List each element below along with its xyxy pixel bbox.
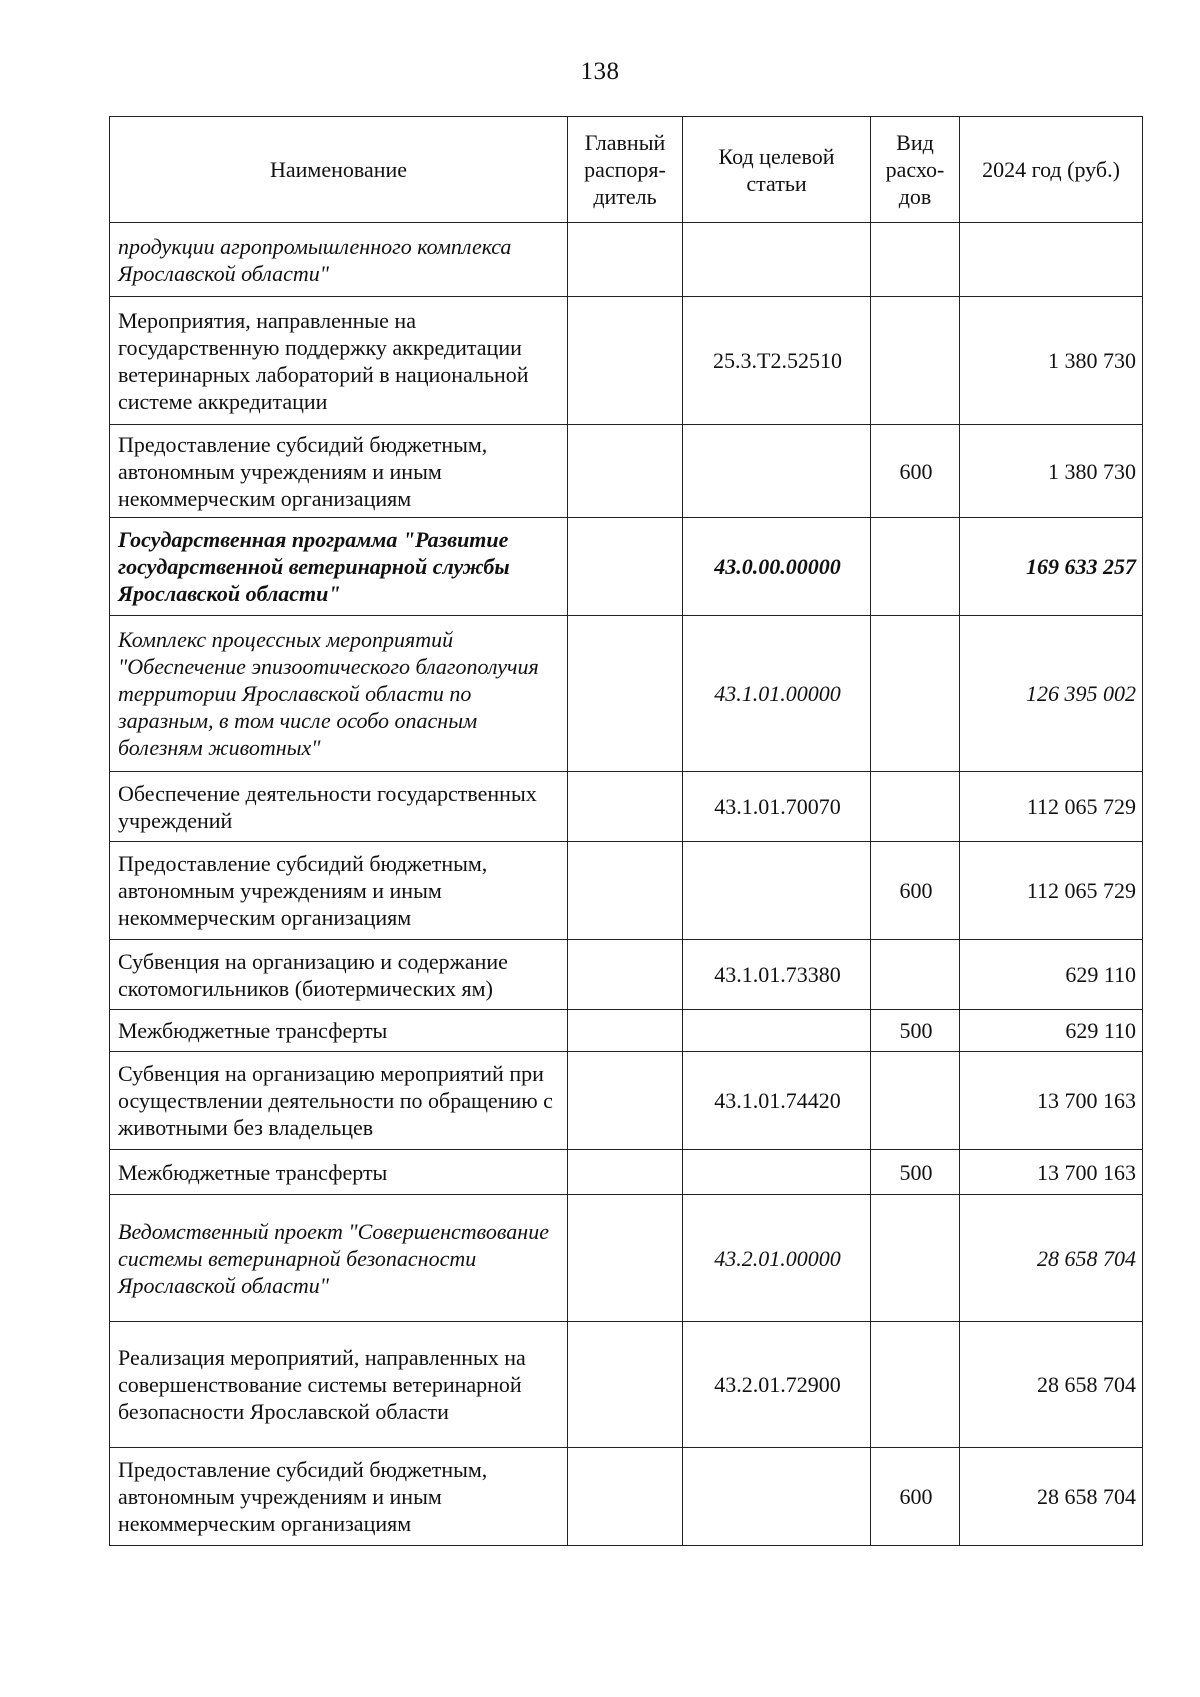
cell-main-manager bbox=[568, 425, 683, 518]
cell-main-manager bbox=[568, 1448, 683, 1546]
header-sum-2024: 2024 год (руб.) bbox=[960, 117, 1143, 223]
cell-target-code: 43.2.01.00000 bbox=[683, 1195, 871, 1322]
cell-main-manager bbox=[568, 616, 683, 772]
cell-expense-kind: 600 bbox=[871, 842, 960, 940]
cell-name: Комплекс процессных мероприятий "Обеспечение эпизоотического благополучия территории Ярославской области по заразным, в том числе особо опасным болезням животных" bbox=[110, 616, 568, 772]
cell-expense-kind bbox=[871, 223, 960, 297]
table-row bbox=[110, 223, 1143, 297]
cell-sum-2024: 13 700 163 bbox=[960, 1052, 1143, 1150]
cell-expense-kind bbox=[871, 772, 960, 842]
cell-target-code: 43.1.01.00000 bbox=[683, 616, 871, 772]
cell-expense-kind bbox=[871, 518, 960, 616]
cell-name: Межбюджетные трансферты bbox=[110, 1010, 568, 1052]
cell-sum-2024: 112 065 729 bbox=[960, 842, 1143, 940]
cell-main-manager bbox=[568, 772, 683, 842]
cell-sum-2024: 126 395 002 bbox=[960, 616, 1143, 772]
cell-target-code bbox=[683, 1150, 871, 1195]
cell-target-code bbox=[683, 842, 871, 940]
cell-target-code bbox=[683, 223, 871, 297]
cell-target-code: 43.1.01.73380 bbox=[683, 940, 871, 1010]
cell-expense-kind bbox=[871, 297, 960, 425]
header-target-code: Код целевой статьи bbox=[683, 117, 871, 223]
cell-name: продукции агропромышленного комплекса Ярославской области" bbox=[110, 223, 568, 297]
table-row bbox=[110, 1150, 1143, 1195]
cell-name: Мероприятия, направленные на государственную поддержку аккредитации ветеринарных лабораторий в национальной системе аккредитации bbox=[110, 297, 568, 425]
cell-target-code: 43.0.00.00000 bbox=[683, 518, 871, 616]
table-row bbox=[110, 842, 1143, 940]
header-expense-kind: Вид расхо-дов bbox=[871, 117, 960, 223]
cell-name: Межбюджетные трансферты bbox=[110, 1150, 568, 1195]
budget-table bbox=[109, 116, 1143, 1546]
cell-sum-2024 bbox=[960, 223, 1143, 297]
cell-main-manager bbox=[568, 842, 683, 940]
table-row bbox=[110, 772, 1143, 842]
cell-target-code bbox=[683, 1448, 871, 1546]
cell-sum-2024: 629 110 bbox=[960, 940, 1143, 1010]
table-row bbox=[110, 1448, 1143, 1546]
cell-target-code: 25.3.Т2.52510 bbox=[683, 297, 871, 425]
cell-name: Ведомственный проект "Совершенствование системы ветеринарной безопасности Ярославской области" bbox=[110, 1195, 568, 1322]
cell-main-manager bbox=[568, 940, 683, 1010]
cell-sum-2024: 169 633 257 bbox=[960, 518, 1143, 616]
cell-name: Государственная программа "Развитие государственной ветеринарной службы Ярославской области" bbox=[110, 518, 568, 616]
cell-main-manager bbox=[568, 1150, 683, 1195]
table-row bbox=[110, 1010, 1143, 1052]
table-row bbox=[110, 1052, 1143, 1150]
table-row bbox=[110, 940, 1143, 1010]
cell-sum-2024: 28 658 704 bbox=[960, 1195, 1143, 1322]
cell-target-code bbox=[683, 1010, 871, 1052]
table-row bbox=[110, 616, 1143, 772]
cell-name: Субвенция на организацию мероприятий при осуществлении деятельности по обращению с животными без владельцев bbox=[110, 1052, 568, 1150]
cell-main-manager bbox=[568, 1010, 683, 1052]
cell-name: Реализация мероприятий, направленных на совершенствование системы ветеринарной безопасности Ярославской области bbox=[110, 1322, 568, 1448]
cell-sum-2024: 1 380 730 bbox=[960, 425, 1143, 518]
cell-main-manager bbox=[568, 1052, 683, 1150]
cell-name: Предоставление субсидий бюджетным, автономным учреждениям и иным некоммерческим организациям bbox=[110, 842, 568, 940]
table-header-row bbox=[110, 117, 1143, 223]
cell-main-manager bbox=[568, 223, 683, 297]
cell-sum-2024: 112 065 729 bbox=[960, 772, 1143, 842]
cell-name: Предоставление субсидий бюджетным, автономным учреждениям и иным некоммерческим организациям bbox=[110, 425, 568, 518]
cell-main-manager bbox=[568, 1195, 683, 1322]
table-body bbox=[110, 223, 1143, 1546]
page-number: 138 bbox=[580, 58, 620, 85]
cell-main-manager bbox=[568, 1322, 683, 1448]
header-name: Наименование bbox=[110, 117, 568, 223]
cell-expense-kind bbox=[871, 1052, 960, 1150]
cell-target-code: 43.2.01.72900 bbox=[683, 1322, 871, 1448]
cell-sum-2024: 1 380 730 bbox=[960, 297, 1143, 425]
cell-expense-kind bbox=[871, 1322, 960, 1448]
cell-main-manager bbox=[568, 297, 683, 425]
cell-name: Предоставление субсидий бюджетным, автономным учреждениям и иным некоммерческим организациям bbox=[110, 1448, 568, 1546]
cell-name: Обеспечение деятельности государственных учреждений bbox=[110, 772, 568, 842]
table-row bbox=[110, 297, 1143, 425]
cell-sum-2024: 13 700 163 bbox=[960, 1150, 1143, 1195]
cell-expense-kind bbox=[871, 1195, 960, 1322]
cell-target-code bbox=[683, 425, 871, 518]
table-row bbox=[110, 518, 1143, 616]
cell-expense-kind: 500 bbox=[871, 1010, 960, 1052]
cell-expense-kind bbox=[871, 940, 960, 1010]
cell-name: Субвенция на организацию и содержание скотомогильников (биотермических ям) bbox=[110, 940, 568, 1010]
cell-sum-2024: 629 110 bbox=[960, 1010, 1143, 1052]
cell-expense-kind: 600 bbox=[871, 425, 960, 518]
cell-sum-2024: 28 658 704 bbox=[960, 1322, 1143, 1448]
cell-expense-kind: 600 bbox=[871, 1448, 960, 1546]
table-row bbox=[110, 1322, 1143, 1448]
cell-main-manager bbox=[568, 518, 683, 616]
cell-expense-kind: 500 bbox=[871, 1150, 960, 1195]
table-row bbox=[110, 425, 1143, 518]
cell-sum-2024: 28 658 704 bbox=[960, 1448, 1143, 1546]
cell-expense-kind bbox=[871, 616, 960, 772]
cell-target-code: 43.1.01.74420 bbox=[683, 1052, 871, 1150]
cell-target-code: 43.1.01.70070 bbox=[683, 772, 871, 842]
header-main-manager: Главный распоря-дитель bbox=[568, 117, 683, 223]
table-row bbox=[110, 1195, 1143, 1322]
